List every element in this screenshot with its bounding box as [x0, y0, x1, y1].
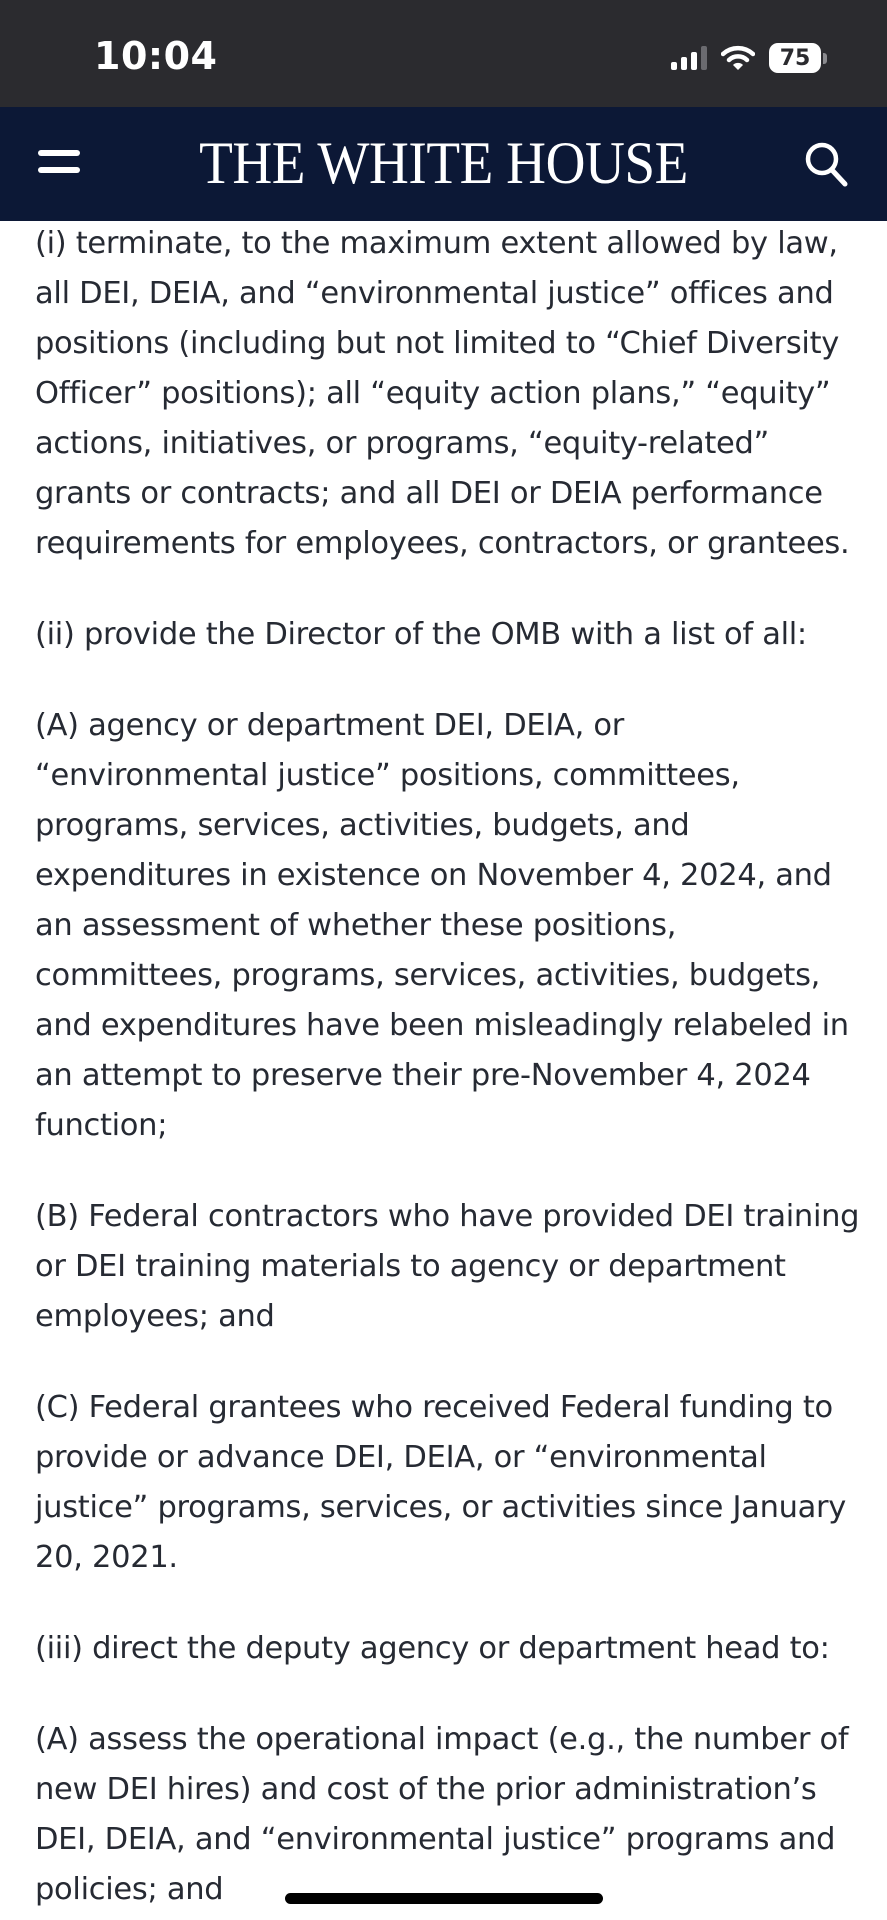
paragraph-ii-provide-list: (ii) provide the Director of the OMB with a list of all: [35, 617, 807, 652]
paragraph-iii-direct: (iii) direct the deputy agency or department head to: [35, 1631, 830, 1666]
wifi-icon [721, 45, 755, 71]
paragraph-b-contractors: (B) Federal contractors who have provided DEI training or DEI training materials to agency or department employees; and [35, 1199, 860, 1334]
status-icons [671, 42, 827, 74]
paragraph-i-terminate: (i) terminate, to the maximum extent allowed by law, all DEI, DEIA, and “environmental justice” offices and positions (including but not limited to “Chief Diversity Officer” positions); all “equity action plans,” “equity” actions, initiatives, or programs, “equity-related” grants or contracts; and all DEI or DEIA performance requirements for employees, contractors, or grantees. [35, 226, 850, 561]
status-bar [0, 0, 887, 107]
battery-level: 75 [769, 43, 821, 73]
paragraph-c-grantees: (C) Federal grantees who received Federal funding to provide or advance DEI, DEIA, or “environmental justice” programs, services, or activities since January 20, 2021. [35, 1390, 847, 1575]
battery-icon [769, 43, 827, 73]
article-body [35, 219, 861, 1920]
cellular-signal-icon [671, 46, 707, 70]
search-icon[interactable] [803, 140, 849, 188]
site-title[interactable]: THE WHITE HOUSE [199, 130, 688, 196]
site-header [0, 107, 887, 221]
status-time: 10:04 [94, 34, 218, 78]
paragraph-a-assess: (A) assess the operational impact (e.g., the number of new DEI hires) and cost of the prior administration’s DEI, DEIA, and “environmental justice” programs and policies; and [35, 1722, 849, 1907]
paragraph-a-positions: (A) agency or department DEI, DEIA, or “environmental justice” positions, committees, programs, services, activities, budgets, and expenditures in existence on November 4, 2024, and an assessment of whether these positions, committees, programs, services, activities, budgets, and expenditures have been misleadingly relabeled in an attempt to preserve their pre-November 4, 2024 function; [35, 708, 849, 1143]
home-indicator[interactable] [285, 1893, 603, 1904]
